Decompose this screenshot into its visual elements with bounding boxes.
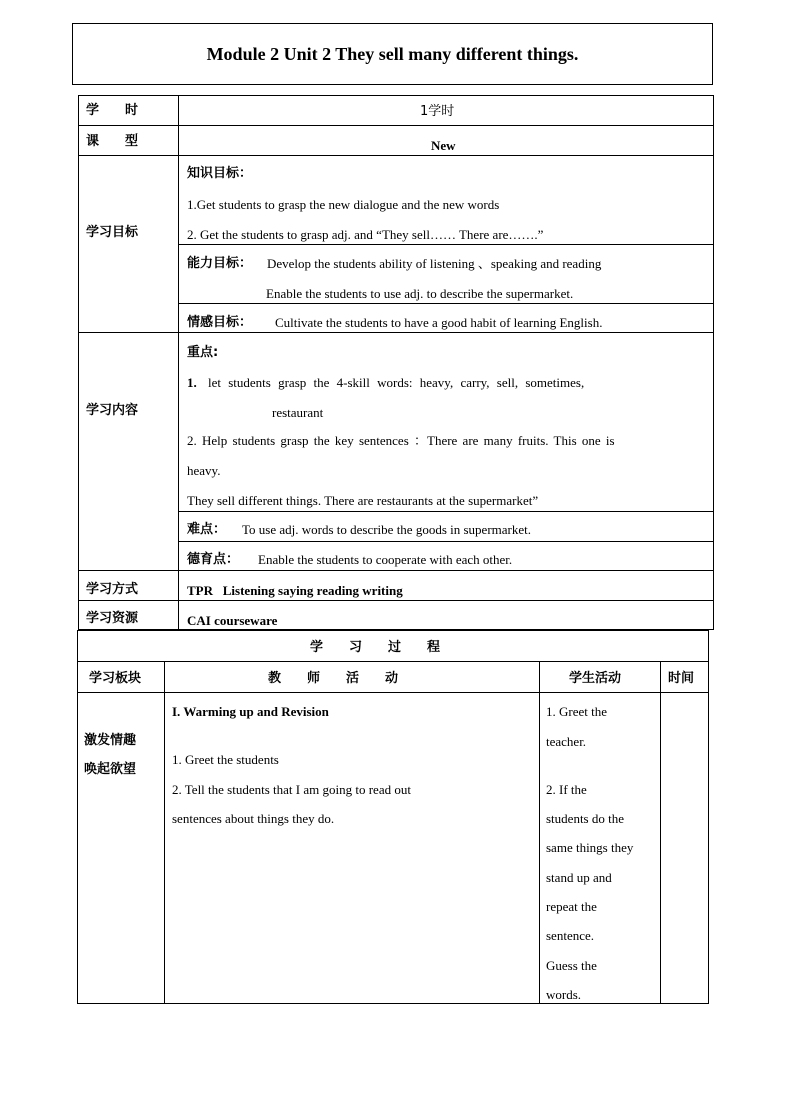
module-line-1: 激发情趣 — [84, 733, 137, 748]
teacher-step-2a: 2. Tell the students that I am going to read out — [172, 782, 411, 797]
objectives-label: 学习目标 — [86, 225, 139, 240]
teacher-step-1: 1. Greet the students — [172, 752, 279, 767]
key-line-1-cont: restaurant — [272, 405, 324, 420]
method-label: 学习方式 — [86, 582, 139, 597]
inner-line — [178, 511, 714, 512]
key-line-1: let students grasp the 4-skill words: heavy, carry, sell, sometimes, — [208, 375, 585, 390]
type-label: 课 型 — [86, 134, 139, 149]
inner-line — [178, 541, 714, 542]
type-value: New — [431, 138, 456, 153]
moral-line-1: Enable the students to cooperate with each other. — [258, 552, 513, 567]
col-line — [539, 661, 540, 1004]
key-line-1-number: 1. — [187, 375, 197, 390]
row-line — [78, 332, 714, 333]
col-student-header: 学生活动 — [569, 671, 622, 686]
content-label: 学习内容 — [86, 403, 139, 418]
student-line: words. — [546, 987, 582, 1002]
row-line — [77, 692, 709, 693]
row-line — [78, 570, 714, 571]
student-line: Guess the — [546, 958, 597, 973]
col-module-header: 学习板块 — [89, 671, 142, 686]
student-line: repeat the — [546, 899, 597, 914]
emotion-line-1: Cultivate the students to have a good habit of learning English. — [275, 315, 603, 330]
student-line: teacher. — [546, 734, 587, 749]
emotion-heading: 情感目标： — [187, 315, 253, 330]
knowledge-line-2: 2. Get the students to grasp adj. and “They sell…… There are…….” — [187, 227, 544, 242]
method-value: TPR Listening saying reading writing — [187, 583, 403, 598]
ability-heading: 能力目标： — [187, 256, 253, 271]
student-line: sentence. — [546, 928, 595, 943]
key-heading: 重点: — [187, 345, 219, 360]
inner-line — [178, 244, 714, 245]
knowledge-heading: 知识目标： — [187, 166, 253, 181]
key-line-2: 2. Help students grasp the key sentences ：There are many fruits. This one is — [187, 433, 615, 448]
student-line: students do the — [546, 811, 624, 826]
student-line: 1. Greet the — [546, 704, 608, 719]
student-line: 2. If the — [546, 782, 587, 797]
teacher-step-2b: sentences about things they do. — [172, 811, 335, 826]
process-header: 学 习 过 程 — [310, 640, 441, 655]
row-line — [78, 600, 714, 601]
row-line — [78, 155, 714, 156]
ability-line-2: Enable the students to use adj. to describe the supermarket. — [266, 286, 574, 301]
info-table — [78, 95, 714, 630]
resource-label: 学习资源 — [86, 611, 139, 626]
student-line: stand up and — [546, 870, 612, 885]
resource-value: CAI courseware — [187, 613, 278, 628]
row-line — [77, 661, 709, 662]
inner-line — [178, 303, 714, 304]
difficult-line-1: To use adj. words to describe the goods in supermarket. — [242, 522, 531, 537]
knowledge-line-1: 1.Get students to grasp the new dialogue and the new words — [187, 197, 500, 212]
moral-heading: 德育点： — [187, 552, 240, 567]
col-line — [660, 661, 661, 1004]
hours-value: 1学时 — [420, 104, 455, 119]
student-line: same things they — [546, 840, 634, 855]
hours-label: 学 时 — [86, 103, 139, 118]
info-table-divider — [178, 95, 179, 630]
teacher-heading: I. Warming up and Revision — [172, 704, 329, 719]
ability-line-1: Develop the students ability of listening 、speaking and reading — [267, 256, 602, 271]
key-line-3: They sell different things. There are restaurants at the supermarket” — [187, 493, 539, 508]
key-line-2-cont: heavy. — [187, 463, 221, 478]
row-line — [78, 125, 714, 126]
col-line — [164, 661, 165, 1004]
col-teacher-header: 教 师 活 动 — [268, 671, 399, 686]
col-time-header: 时间 — [668, 671, 695, 686]
document-title: Module 2 Unit 2 They sell many different things. — [72, 23, 713, 85]
difficult-heading: 难点： — [187, 522, 227, 537]
module-line-2: 唤起欲望 — [84, 762, 137, 777]
